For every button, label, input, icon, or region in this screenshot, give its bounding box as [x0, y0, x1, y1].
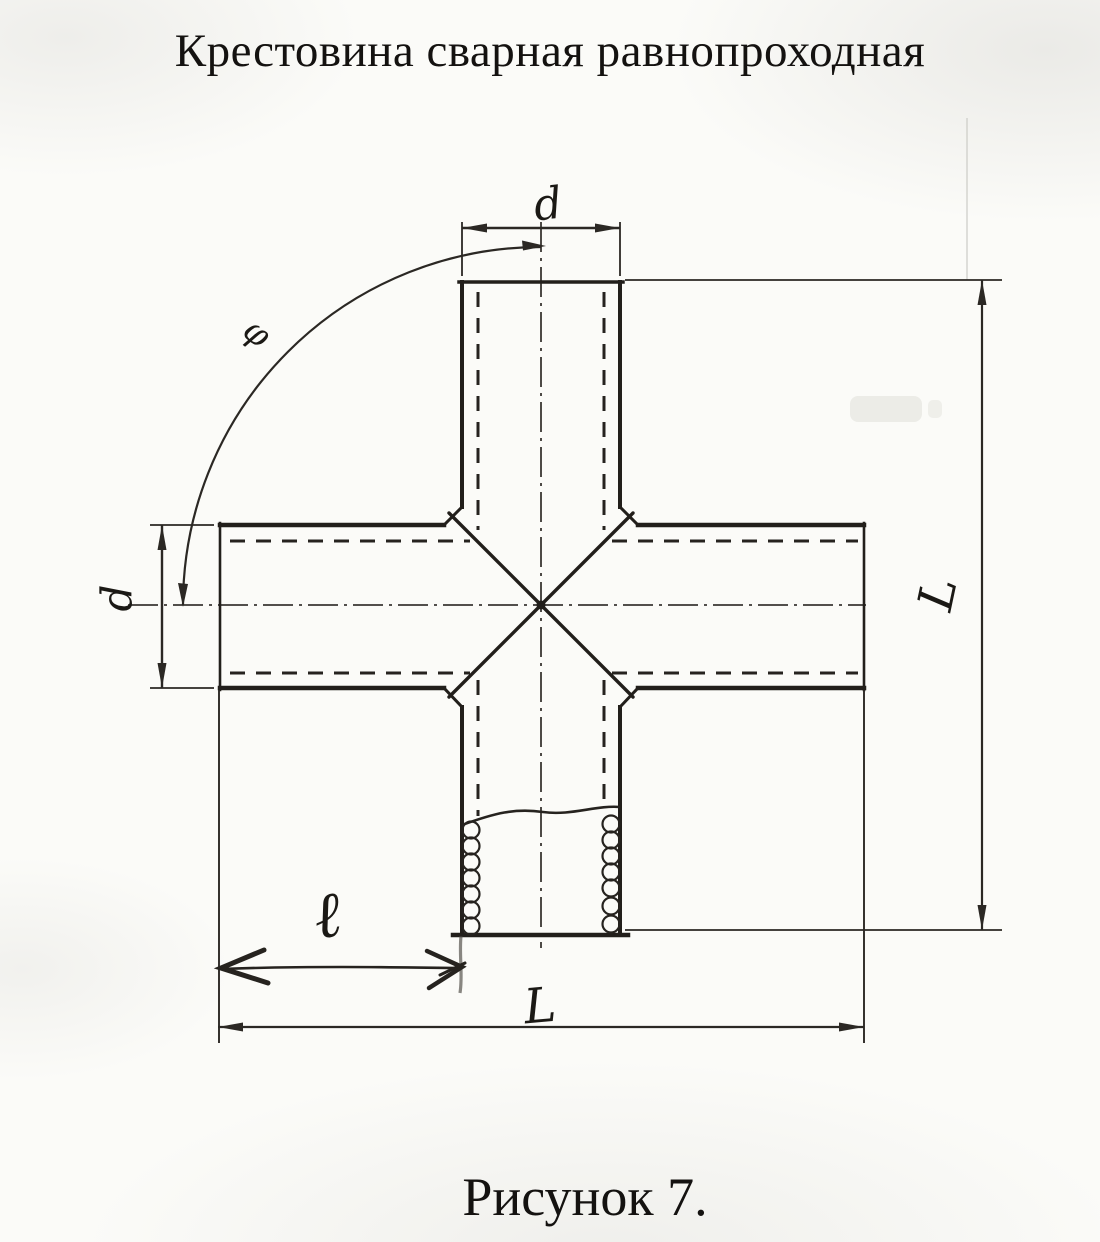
- arrowhead: [462, 224, 487, 233]
- arrowhead: [522, 241, 546, 251]
- label-overall-height-L: L: [907, 572, 969, 616]
- arrowhead: [158, 525, 167, 550]
- hand-arrow-right: [427, 951, 462, 988]
- label-overall-length-L: L: [521, 976, 559, 1036]
- dimension-angle-phi: [178, 241, 546, 608]
- arrowhead: [978, 905, 987, 930]
- bottom-stub-weld-detail: [460, 807, 620, 993]
- inner-walls-dashed: [230, 292, 858, 816]
- arrowhead: [595, 224, 620, 233]
- centerlines: [128, 222, 866, 955]
- weld-scallops-left: [463, 822, 480, 935]
- label-left-d: d: [92, 584, 142, 612]
- label-stub-length-l: ℓ: [308, 877, 346, 955]
- hand-arrow-left: [221, 950, 268, 983]
- dimension-left-d: [150, 525, 214, 688]
- center-point: [537, 601, 546, 610]
- figure-caption: Рисунок 7.: [462, 1167, 708, 1227]
- label-angle-phi: φ: [235, 309, 279, 357]
- arrowhead: [158, 663, 167, 688]
- label-top-d: d: [530, 177, 566, 232]
- arrowhead: [178, 583, 188, 607]
- arrowhead: [978, 280, 987, 305]
- drawing-title: Крестовина сварная равнопроходная: [174, 25, 926, 77]
- scan-artifacts: [850, 118, 967, 422]
- arrowhead: [839, 1023, 864, 1032]
- arrowhead: [218, 1023, 243, 1032]
- weld-scallops-right: [603, 816, 620, 933]
- dimension-stub-length: [221, 950, 465, 988]
